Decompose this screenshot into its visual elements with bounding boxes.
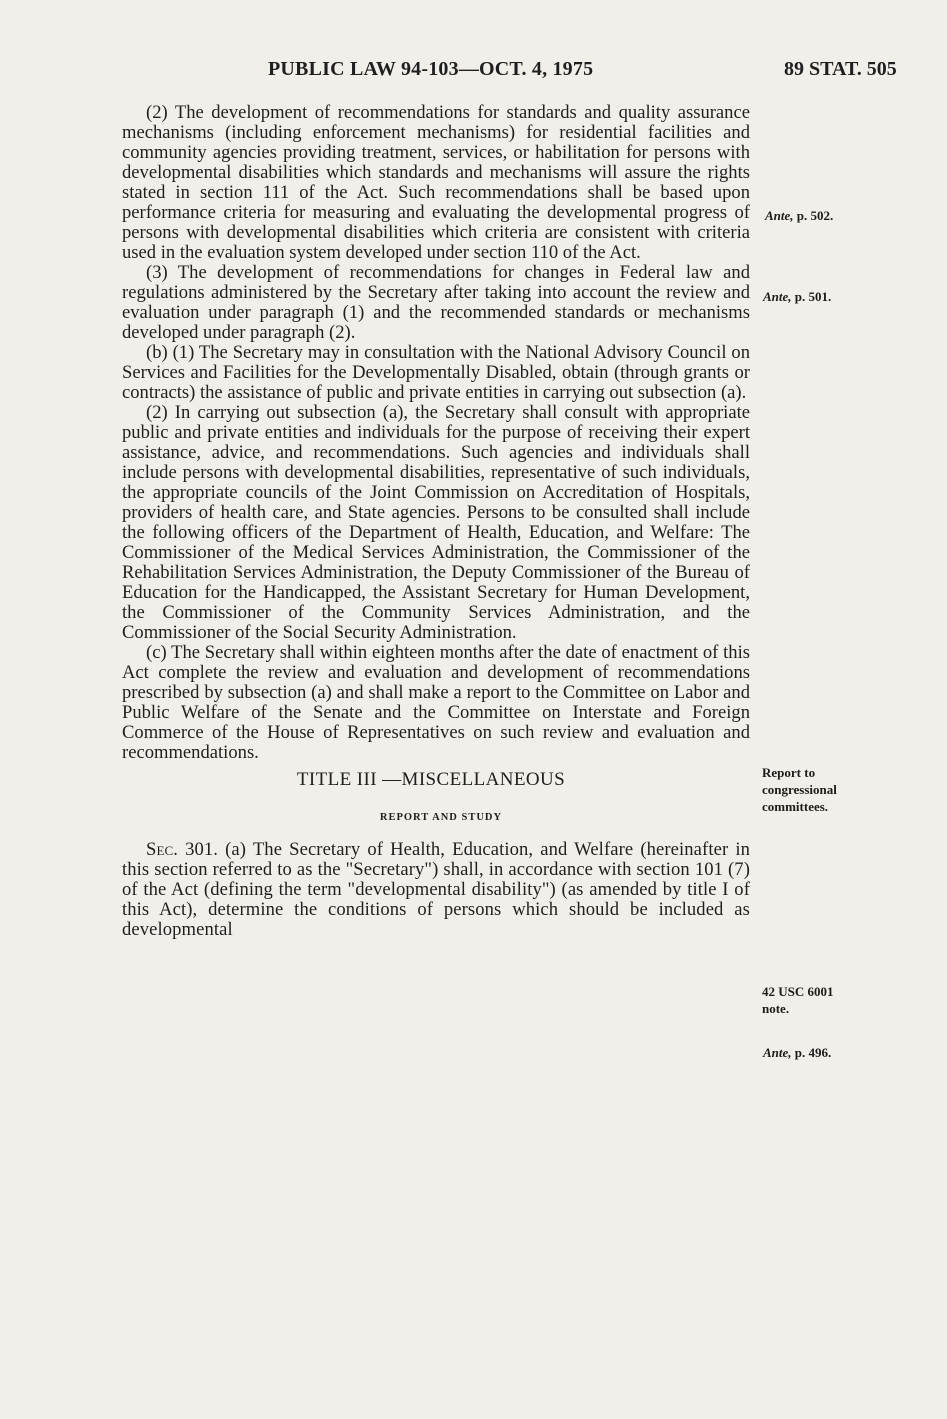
section-301-text: (a) The Secretary of Health, Education, and Welfare (hereinafter in this section referred to as the "Secretary") shall, in accordance with section 101 (7) of the Act (defining the term "developmental disability") (as amended by title I of this Act), determine the conditions of persons which should be included as developmental [122,839,750,940]
paragraph-c: (c) The Secretary shall within eighteen months after the date of enactment of this Act complete the review and evaluation and development of recommendations prescribed by subsection (a) and shall make a report to the Committee on Labor and Public Welfare of the Senate and the Committee on Interstate and Foreign Commerce of the House of Representatives on such review and evaluation and recommendations. [122,642,750,763]
paragraph-2: (2) The development of recommendations for standards and quality assurance mechanisms (including enforcement mechanisms) for residential facilities and community agencies providing treatment, services, or habilitation for persons with developmental disabilities which standards and mechanisms will assure the rights stated in section 111 of the Act. Such recommendations shall be based upon performance criteria for measuring and evaluating the developmental progress of persons with developmental disabilities which criteria are consistent with criteria used in the evaluation system developed under section 110 of the Act. [122,102,750,263]
paragraph-b1: (b) (1) The Secretary may in consultation with the National Advisory Council on Services and Facilities for the Developmentally Disabled, obtain (through grants or contracts) the assistance of public and private entities in carrying out subsection (a). [122,342,750,403]
margin-note-ante-501: Ante, p. 501. [763,289,832,304]
body-text [122,103,750,940]
page-header [0,58,947,88]
margin-note-ante-496: Ante, p. 496. [763,1045,832,1060]
margin-note-report: Report to congressional committees. [762,765,837,814]
section-301 [122,840,750,940]
paragraph-3: (3) The development of recommendations for changes in Federal law and regulations administered by the Secretary after taking into account the review and evaluation under paragraph (1) and the recommended standards or mechanisms developed under paragraph (2). [122,262,750,343]
bleed-through [808,132,811,148]
title-heading: TITLE III —MISCELLANEOUS [296,769,566,790]
section-subheading: REPORT AND STUDY [379,812,503,823]
margin-note-usc: 42 USC 6001 note. [762,984,834,1016]
margin-note-ante-502: Ante, p. 502. [765,208,834,223]
section-label: Sec. 301. [146,839,219,860]
running-head: PUBLIC LAW 94-103—OCT. 4, 1975 [268,58,594,80]
paragraph-b2: (2) In carrying out subsection (a), the Secretary shall consult with appropriate public and private entities and individuals for the purpose of receiving their expert assistance, advice, and recommendations. Such agencies and individuals shall include persons with developmental disabilities, representative of such individuals, the appropriate councils of the Joint Commission on Accreditation of Hospitals, providers of health care, and State agencies. Persons to be consulted shall include the following officers of the Department of Health, Education, and Welfare: The Commissioner of the Medical Services Administration, the Commissioner of the Rehabilitation Services Administration, the Deputy Commissioner of the Bureau of Education for the Handicapped, the Assistant Secretary for Human Development, the Commissioner of the Community Services Administration, and the Commissioner of the Social Security Administration. [122,402,750,643]
statute-page-number: 89 STAT. 505 [784,58,897,80]
